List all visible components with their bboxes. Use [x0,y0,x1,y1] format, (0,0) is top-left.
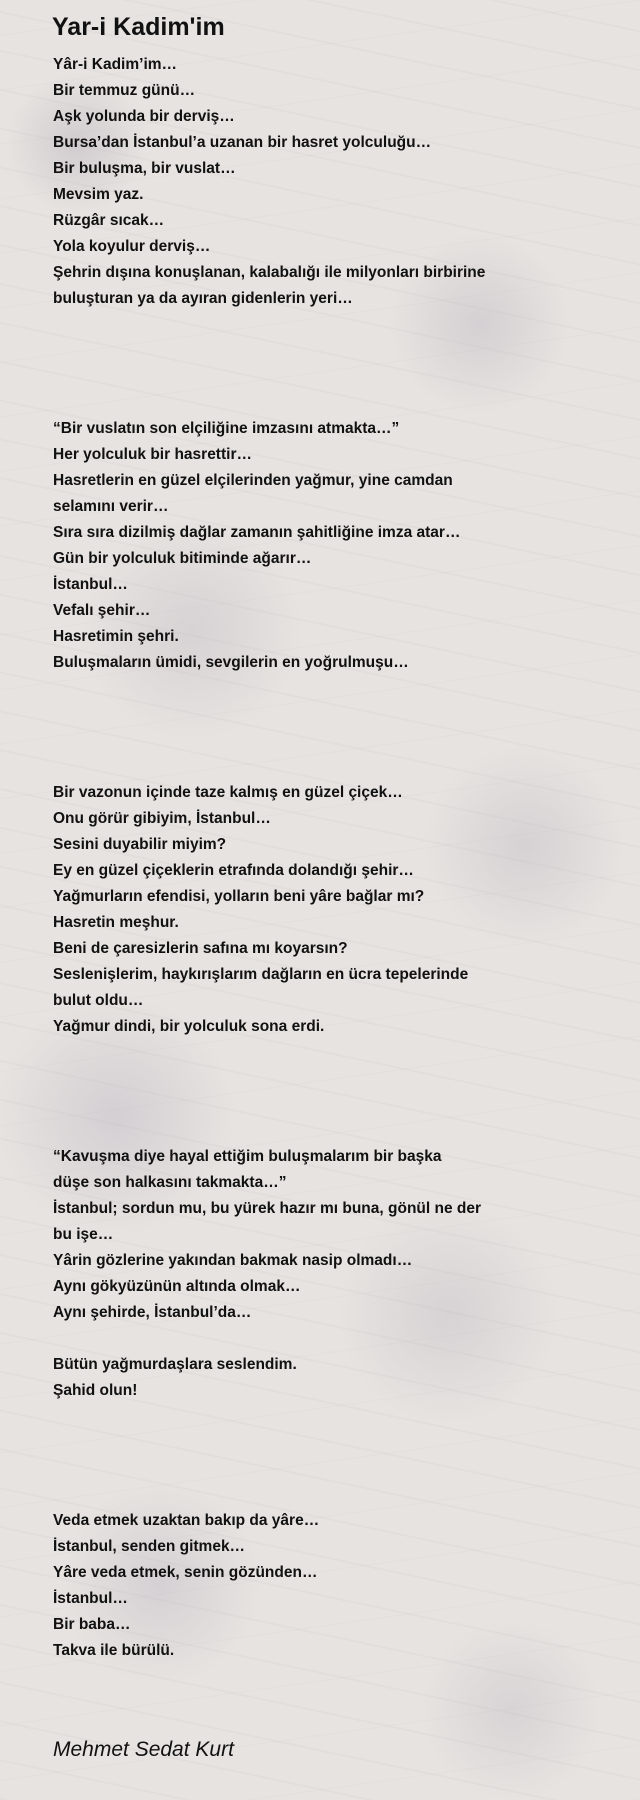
poem-line: düşe son halkasını takmakta…” [53,1174,287,1191]
poem-line: Mevsim yaz. [53,186,144,203]
poem-line: bu işe… [53,1226,114,1243]
poem-line: Bir vazonun içinde taze kalmış en güzel çiçek… [53,784,403,801]
stanza-gap [53,364,573,390]
poem-line: Bir buluşma, bir vuslat… [53,160,236,177]
poem-line: Bursa’dan İstanbul’a uzanan bir hasret yolculuğu… [53,134,432,151]
poem-line: Şehrin dışına konuşlanan, kalabalığı ile milyonları birbirine [53,264,486,281]
poem-line: Yârin gözlerine yakından bakmak nasip olmadı… [53,1252,413,1269]
poem-line: Buluşmaların ümidi, sevgilerin en yoğrulmuşu… [53,654,409,671]
poem-line: Hasretimin şehri. [53,628,179,645]
poem-line: Aynı gökyüzünün altında olmak… [53,1278,301,1295]
poem-line: Her yolculuk bir hasrettir… [53,446,252,463]
poem-line: Sıra sıra dizilmiş dağlar zamanın şahitliğine imza atar… [53,524,461,541]
poem-line: Yola koyulur derviş… [53,238,211,255]
stanza-gap [53,338,573,364]
stanza-gap [53,754,573,780]
poem-line: Yâre veda etmek, senin gözünden… [53,1564,318,1581]
poem-line: Ey en güzel çiçeklerin etrafında dolandığı şehir… [53,862,414,879]
stanza-gap [53,390,573,416]
poem-line: Bir baba… [53,1616,131,1633]
stanza-gap [53,1482,573,1508]
poem-line: Onu görür gibiyim, İstanbul… [53,810,271,827]
poem-line: İstanbul; sordun mu, bu yürek hazır mı buna, gönül ne der [53,1200,482,1217]
poem-line: İstanbul, senden gitmek… [53,1538,246,1555]
poem-line: buluşturan ya da ayıran gidenlerin yeri… [53,290,353,307]
stanza-gap [53,1430,573,1456]
poem-body [53,52,573,1664]
poem-line: Hasretlerin en güzel elçilerinden yağmur, yine camdan [53,472,453,489]
stanza-gap [53,676,573,702]
poem-line: Bir temmuz günü… [53,82,196,99]
poem-line: Bütün yağmurdaşlara seslendim. [53,1356,297,1373]
stanza-gap [53,312,573,338]
stanza-gap [53,1066,573,1092]
poem-line: İstanbul… [53,576,128,593]
poem-line: selamını verir… [53,498,169,515]
stanza-gap [53,1092,573,1118]
stanza-gap [53,1118,573,1144]
stanza-gap [53,728,573,754]
poem-line: Veda etmek uzaktan bakıp da yâre… [53,1512,320,1529]
stanza-gap [53,1456,573,1482]
poem-line: Rüzgâr sıcak… [53,212,165,229]
stanza-gap [53,702,573,728]
stanza-gap [53,1326,573,1352]
poem-line: Aynı şehirde, İstanbul’da… [53,1304,252,1321]
poem-line: “Kavuşma diye hayal ettiğim buluşmalarım bir başka [53,1148,442,1165]
poem-line: Aşk yolunda bir derviş… [53,108,235,125]
poem-line: Yağmur dindi, bir yolculuk sona erdi. [53,1018,325,1035]
poem-line: Takva ile bürülü. [53,1642,175,1659]
poem-line: Beni de çaresizlerin safına mı koyarsın? [53,940,348,957]
poem-line: Yağmurların efendisi, yolların beni yâre bağlar mı? [53,888,425,905]
poem-title: Yar-i Kadim'im [52,13,225,41]
poem-line: Gün bir yolculuk bitiminde ağarır… [53,550,312,567]
stanza-gap [53,1404,573,1430]
poem-author: Mehmet Sedat Kurt [53,1738,234,1761]
poem-line: Sesini duyabilir miyim? [53,836,227,853]
poem-line: Şahid olun! [53,1382,138,1399]
poem-line: Vefalı şehir… [53,602,151,619]
poem-line: bulut oldu… [53,992,144,1009]
poem-line: “Bir vuslatın son elçiliğine imzasını atmakta…” [53,420,400,437]
poem-line: Seslenişlerim, haykırışlarım dağların en ücra tepelerinde [53,966,469,983]
stanza-gap [53,1040,573,1066]
poem-line: Yâr-i Kadim’im… [53,56,178,73]
poem-line: İstanbul… [53,1590,128,1607]
poem-line: Hasretin meşhur. [53,914,179,931]
